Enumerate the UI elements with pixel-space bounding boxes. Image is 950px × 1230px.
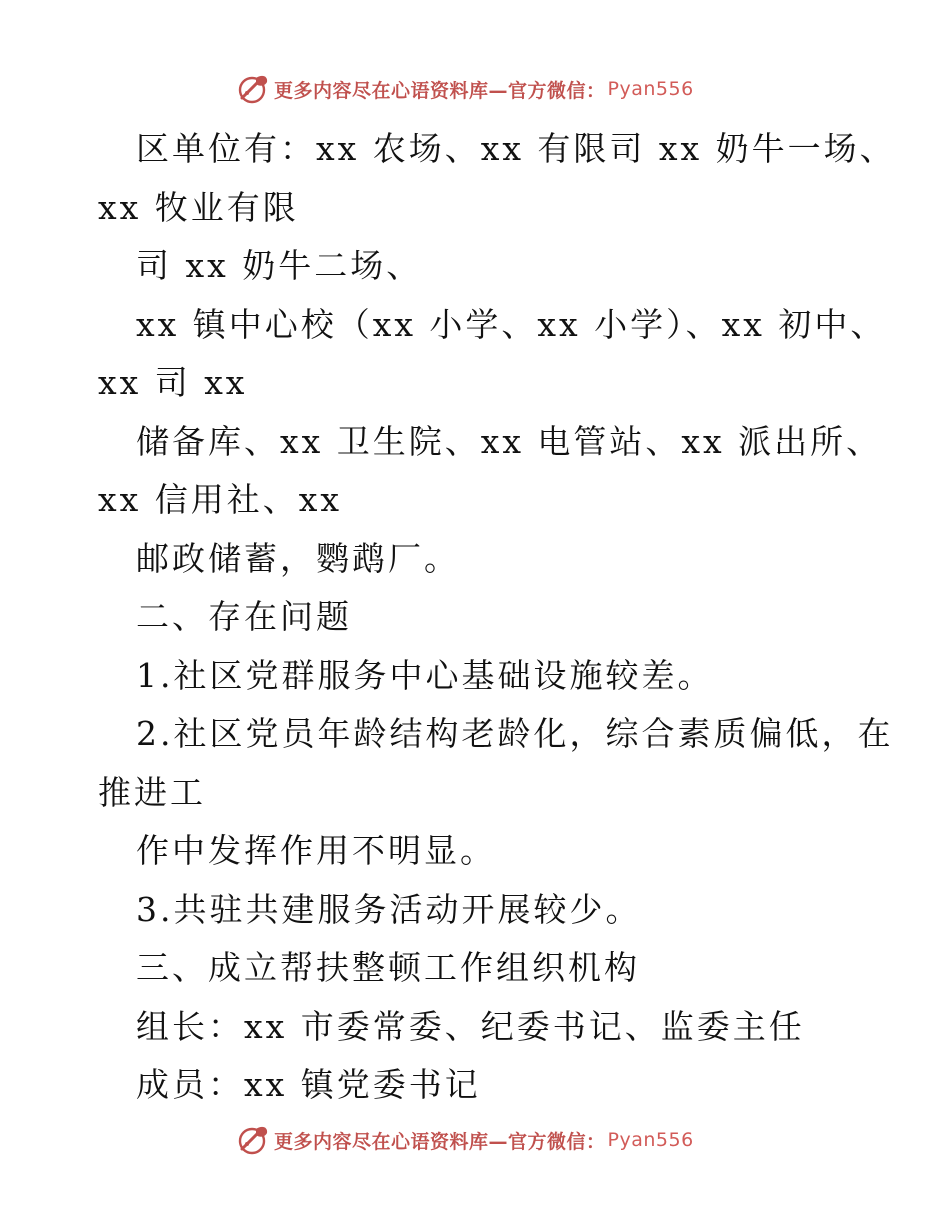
quill-logo-icon xyxy=(236,72,270,106)
paragraph-line: xx 牧业有限 xyxy=(98,187,299,227)
quill-logo-icon xyxy=(236,1123,270,1157)
watermark-wechat-id: Pyan556 xyxy=(607,78,694,100)
paragraph-line: 邮政储蓄，鹦鹉厂。 xyxy=(136,538,460,578)
list-item-continued: 作中发挥作用不明显。 xyxy=(136,831,496,870)
paragraph-line: 区单位有：xx 农场、xx 有限司 xx 奶牛一场、 xyxy=(136,129,896,168)
paragraph-line: 成员：xx 镇党委书记 xyxy=(136,1065,481,1104)
footer-watermark xyxy=(236,1122,694,1158)
header-watermark xyxy=(236,71,694,107)
paragraph-line: 组长：xx 市委常委、纪委书记、监委主任 xyxy=(136,1006,805,1046)
document-body xyxy=(98,120,896,1115)
list-item: 1.社区党群服务中心基础设施较差。 xyxy=(136,655,714,695)
watermark-text: 更多内容尽在心语资料库—官方微信： xyxy=(274,79,606,102)
section-heading: 二、存在问题 xyxy=(136,597,352,636)
paragraph-line: xx 司 xx xyxy=(98,363,248,402)
paragraph-line: 储备库、xx 卫生院、xx 电管站、xx 派出所、 xyxy=(136,421,883,461)
paragraph-line: xx 信用社、xx xyxy=(98,480,342,519)
watermark-text: 更多内容尽在心语资料库—官方微信： xyxy=(274,1130,606,1153)
list-item: 2.社区党员年龄结构老龄化，综合素质偏低，在 xyxy=(136,714,894,753)
paragraph-line: 司 xx 奶牛二场、 xyxy=(136,246,423,285)
paragraph-line: xx 镇中心校（xx 小学、xx 小学）、xx 初中、 xyxy=(136,304,887,344)
list-item-continued: 推进工 xyxy=(98,772,206,812)
list-item: 3.共驻共建服务活动开展较少。 xyxy=(136,889,642,929)
watermark-wechat-id: Pyan556 xyxy=(607,1129,694,1151)
section-heading: 三、成立帮扶整顿工作组织机构 xyxy=(136,948,640,987)
